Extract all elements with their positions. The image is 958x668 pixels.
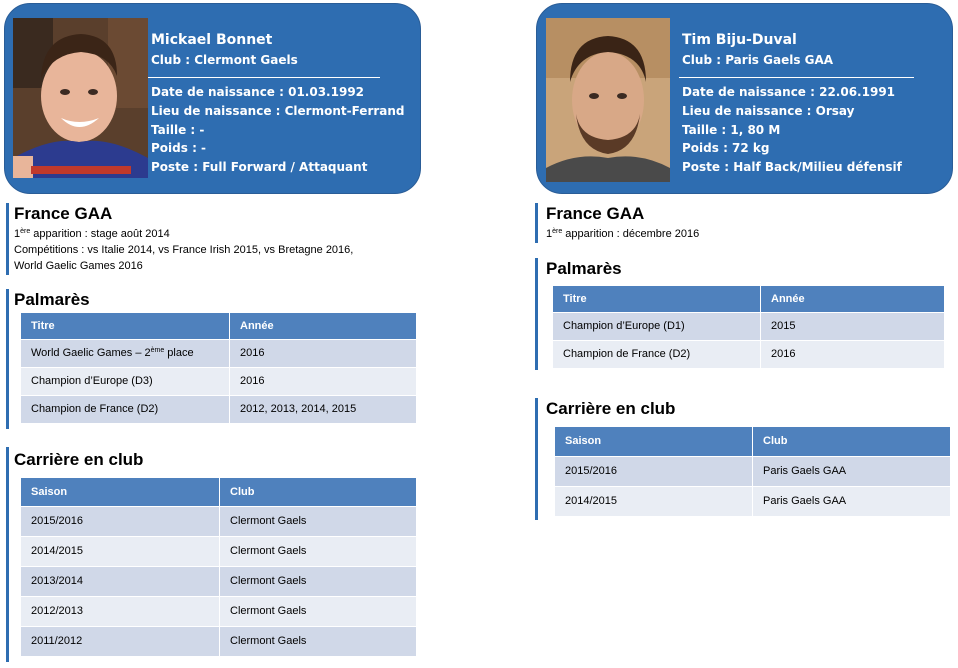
club-line: Club : Clermont Gaels — [151, 53, 298, 67]
birth-place-line: Lieu de naissance : Clermont-Ferrand — [151, 104, 405, 118]
player-name: Tim Biju-Duval — [682, 32, 797, 48]
first-appearance-number: 1 — [546, 228, 553, 240]
year-cell: 2012, 2013, 2014, 2015 — [230, 395, 417, 423]
title-cell: Champion de France (D2) — [21, 395, 230, 423]
column-header: Année — [761, 286, 945, 312]
birth-date-line: Date de naissance : 01.03.1992 — [151, 85, 365, 99]
competitions-line-1: Compétitions : vs Italie 2014, vs France Irish 2015, vs Bretagne 2016, — [14, 244, 354, 256]
table-row — [21, 626, 416, 656]
table-row — [21, 566, 416, 596]
divider — [148, 77, 380, 78]
national-team-section-1 — [6, 203, 9, 275]
divider — [679, 77, 914, 78]
section-title: France GAA — [546, 204, 645, 223]
first-appearance — [14, 228, 170, 240]
table-row — [21, 395, 416, 423]
club-line: Club : Paris Gaels GAA — [682, 53, 834, 67]
table-row — [555, 456, 950, 486]
club-cell: Clermont Gaels — [220, 596, 417, 626]
table-row — [555, 486, 950, 516]
title-cell: Champion d’Europe (D3) — [21, 367, 230, 395]
club-cell: Paris Gaels GAA — [753, 456, 951, 486]
season-cell: 2015/2016 — [21, 506, 220, 536]
column-header: Titre — [553, 286, 761, 312]
season-cell: 2011/2012 — [21, 626, 220, 656]
table-header-row — [553, 286, 944, 312]
palmares-table-1 — [21, 313, 416, 423]
competitions-line-2: World Gaelic Games 2016 — [14, 260, 143, 272]
palmares-section-1 — [6, 289, 9, 429]
column-header: Saison — [555, 427, 753, 456]
title-text: World Gaelic Games – 2 — [31, 347, 151, 359]
club-cell: Clermont Gaels — [220, 626, 417, 656]
year-cell: 2016 — [230, 339, 417, 367]
section-title: Carrière en club — [14, 450, 144, 469]
table-header-row — [21, 313, 416, 339]
player-photo-1 — [13, 18, 148, 178]
column-header: Club — [753, 427, 951, 456]
club-cell: Paris Gaels GAA — [753, 486, 951, 516]
national-team-section-2 — [535, 203, 538, 243]
first-appearance-text: apparition : décembre 2016 — [562, 228, 700, 240]
first-appearance-suffix: ère — [552, 228, 563, 235]
title-cell: Champion d’Europe (D1) — [553, 312, 761, 340]
table-header-row — [555, 427, 950, 456]
title-cell — [21, 339, 230, 367]
first-appearance — [546, 228, 699, 240]
table-row — [21, 506, 416, 536]
career-table-1 — [21, 478, 416, 656]
career-section-2 — [535, 398, 538, 520]
club-cell: Clermont Gaels — [220, 506, 417, 536]
player-name: Mickael Bonnet — [151, 32, 273, 48]
height-line: Taille : - — [151, 123, 205, 137]
palmares-table-2 — [553, 286, 944, 368]
player-photo-2 — [546, 18, 670, 182]
first-appearance-number: 1 — [14, 228, 21, 240]
club-cell: Clermont Gaels — [220, 536, 417, 566]
section-title: Carrière en club — [546, 399, 676, 418]
height-line: Taille : 1, 80 M — [682, 123, 781, 137]
table-row — [21, 536, 416, 566]
career-table-2 — [555, 427, 950, 516]
column-header: Club — [220, 478, 417, 506]
season-cell: 2015/2016 — [555, 456, 753, 486]
position-line: Poste : Full Forward / Attaquant — [151, 160, 368, 174]
season-cell: 2012/2013 — [21, 596, 220, 626]
birth-place-line: Lieu de naissance : Orsay — [682, 104, 855, 118]
palmares-section-2 — [535, 258, 538, 370]
title-cell: Champion de France (D2) — [553, 340, 761, 368]
season-cell: 2014/2015 — [21, 536, 220, 566]
column-header: Saison — [21, 478, 220, 506]
player-card-2 — [536, 3, 953, 194]
birth-date-line: Date de naissance : 22.06.1991 — [682, 85, 896, 99]
position-line: Poste : Half Back/Milieu défensif — [682, 160, 902, 174]
season-cell: 2013/2014 — [21, 566, 220, 596]
weight-line: Poids : - — [151, 141, 207, 155]
table-row — [21, 339, 416, 367]
first-appearance-suffix: ère — [20, 228, 31, 235]
player-card-1 — [4, 3, 421, 194]
table-row — [553, 312, 944, 340]
title-superscript: ème — [150, 347, 165, 354]
table-row — [21, 367, 416, 395]
table-row — [553, 340, 944, 368]
year-cell: 2015 — [761, 312, 945, 340]
section-title: Palmarès — [14, 290, 90, 309]
section-title: France GAA — [14, 204, 113, 223]
table-header-row — [21, 478, 416, 506]
year-cell: 2016 — [761, 340, 945, 368]
season-cell: 2014/2015 — [555, 486, 753, 516]
club-cell: Clermont Gaels — [220, 566, 417, 596]
year-cell: 2016 — [230, 367, 417, 395]
column-header: Année — [230, 313, 417, 339]
section-title: Palmarès — [546, 259, 622, 278]
column-header: Titre — [21, 313, 230, 339]
title-text-suffix: place — [164, 347, 194, 359]
weight-line: Poids : 72 kg — [682, 141, 770, 155]
career-section-1 — [6, 447, 9, 662]
first-appearance-text: apparition : stage août 2014 — [30, 228, 170, 240]
table-row — [21, 596, 416, 626]
